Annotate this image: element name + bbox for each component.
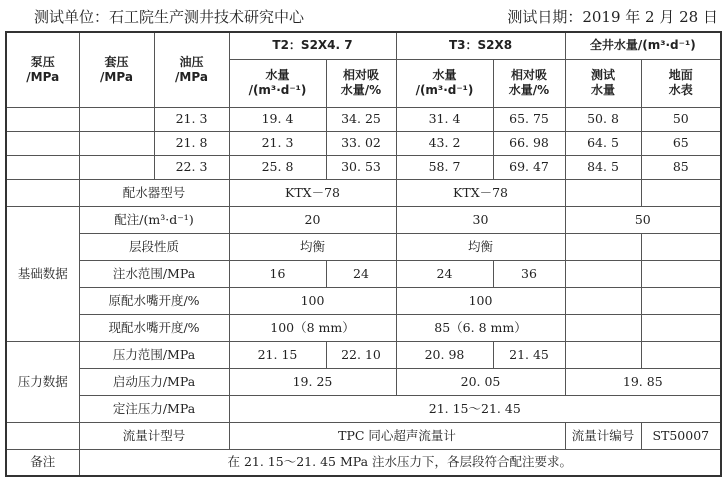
pressure-range-row [6,341,721,368]
remark-row [6,449,721,476]
range-t3-max: 36 [493,260,565,287]
pressure-t3-min: 20. 98 [396,341,493,368]
start-pressure-well: 19. 85 [565,368,721,395]
cell-t2-water: 21. 3 [229,131,326,155]
start-pressure-row [6,368,721,395]
range-t2-min: 16 [229,260,326,287]
col-t3-water: 水量 /(m³·d⁻¹) [396,59,493,107]
col-test-amount: 测试 水量 [565,59,641,107]
test-date: 测试日期：2019 年 2 月 28 日 [507,8,718,26]
range-label: 注水范围/MPa [79,260,229,287]
start-pressure-t3: 20. 05 [396,368,565,395]
remark-text: 在 21. 15～21. 45 MPa 注水压力下，各层段符合配注要求。 [79,449,721,476]
pressure-t3-max: 21. 45 [493,341,565,368]
distributor-t3: KTX－78 [396,179,565,206]
orig-nozzle-row [6,287,721,314]
cell-t2-rel: 34. 25 [326,107,396,131]
cell-t3-water: 58. 7 [396,155,493,179]
fixed-pressure-label: 定注压力/MPa [79,395,229,422]
cell-t2-rel: 33. 02 [326,131,396,155]
flowmeter-model: TPC 同心超声流量计 [229,422,565,449]
cell-t3-water: 43. 2 [396,131,493,155]
pressure-range-label: 压力范围/MPa [79,341,229,368]
injection-t3: 30 [396,206,565,233]
cell-test: 84. 5 [565,155,641,179]
remark-label: 备注 [6,449,79,476]
table-row [6,131,721,155]
col-casing-pressure: 套压 /MPa [79,32,154,107]
injection-t2: 20 [229,206,396,233]
pressure-group-label: 压力数据 [6,341,79,422]
layer-t2: 均衡 [229,233,396,260]
flowmeter-id: ST50007 [641,422,721,449]
range-row [6,260,721,287]
cur-nozzle-label: 现配水嘴开度/% [79,314,229,341]
orig-nozzle-t3: 100 [396,287,565,314]
distributor-t2: KTX－78 [229,179,396,206]
cell-t2-rel: 30. 53 [326,155,396,179]
cur-nozzle-row [6,314,721,341]
test-unit: 测试单位：石工院生产测井技术研究中心 [34,8,305,26]
report-header [0,0,726,30]
distributor-row [6,179,721,206]
cell-t2-water: 19. 4 [229,107,326,131]
cell-surface: 65 [641,131,721,155]
flowmeter-row [6,422,721,449]
cell-surface: 50 [641,107,721,131]
start-pressure-label: 启动压力/MPa [79,368,229,395]
cell-tubing: 22. 3 [154,155,229,179]
start-pressure-t2: 19. 25 [229,368,396,395]
cell-tubing: 21. 3 [154,107,229,131]
cur-nozzle-t2: 100（8 mm） [229,314,396,341]
col-t3-rel: 相对吸 水量/% [493,59,565,107]
pressure-t2-min: 21. 15 [229,341,326,368]
cell-t3-water: 31. 4 [396,107,493,131]
col-t2-title: T2：S2X4. 7 [229,32,396,59]
injection-test-table [5,31,722,477]
cell-t3-rel: 65. 75 [493,107,565,131]
injection-label: 配注/(m³·d⁻¹) [79,206,229,233]
flowmeter-id-label: 流量计编号 [565,422,641,449]
range-t2-max: 24 [326,260,396,287]
table-row [6,107,721,131]
basic-group-label: 基础数据 [6,206,79,341]
col-t2-rel: 相对吸 水量/% [326,59,396,107]
cell-test: 64. 5 [565,131,641,155]
table-row [6,155,721,179]
col-pump-pressure: 泵压 /MPa [6,32,79,107]
cell-surface: 85 [641,155,721,179]
distributor-label: 配水器型号 [79,179,229,206]
orig-nozzle-t2: 100 [229,287,396,314]
col-surface-meter: 地面 水表 [641,59,721,107]
cur-nozzle-t3: 85（6. 8 mm） [396,314,565,341]
layer-t3: 均衡 [396,233,565,260]
fixed-pressure-value: 21. 15～21. 45 [229,395,721,422]
injection-well: 50 [565,206,721,233]
fixed-pressure-row [6,395,721,422]
col-t2-water: 水量 /(m³·d⁻¹) [229,59,326,107]
range-t3-min: 24 [396,260,493,287]
cell-t2-water: 25. 8 [229,155,326,179]
cell-tubing: 21. 8 [154,131,229,155]
cell-t3-rel: 66. 98 [493,131,565,155]
orig-nozzle-label: 原配水嘴开度/% [79,287,229,314]
cell-t3-rel: 69. 47 [493,155,565,179]
injection-row [6,206,721,233]
pressure-t2-max: 22. 10 [326,341,396,368]
layer-label: 层段性质 [79,233,229,260]
col-t3-title: T3：S2X8 [396,32,565,59]
cell-test: 50. 8 [565,107,641,131]
layer-row [6,233,721,260]
col-tubing-pressure: 油压 /MPa [154,32,229,107]
col-well-title: 全井水量/(m³·d⁻¹) [565,32,721,59]
flowmeter-label: 流量计型号 [79,422,229,449]
